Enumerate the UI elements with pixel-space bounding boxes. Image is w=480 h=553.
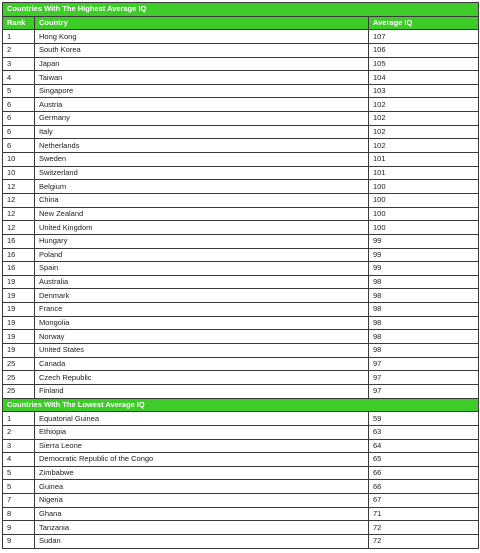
rank-cell: 19 [3, 303, 35, 317]
rank-cell: 4 [3, 453, 35, 467]
table-row [3, 534, 479, 548]
country-cell: Italy [35, 125, 369, 139]
iq-cell: 64 [369, 439, 479, 453]
table-row [3, 71, 479, 85]
iq-cell: 66 [369, 480, 479, 494]
iq-cell: 97 [369, 384, 479, 398]
iq-cell: 59 [369, 412, 479, 426]
table-row [3, 84, 479, 98]
iq-cell: 98 [369, 316, 479, 330]
table-row [3, 180, 479, 194]
country-cell: Czech Republic [35, 371, 369, 385]
table-row [3, 439, 479, 453]
iq-cell: 66 [369, 466, 479, 480]
lowest-title-row [3, 398, 479, 412]
country-cell: Canada [35, 357, 369, 371]
lowest-title: Countries With The Lowest Average IQ [3, 398, 479, 412]
country-cell: Equatorial Guinea [35, 412, 369, 426]
country-cell: China [35, 193, 369, 207]
table-row [3, 330, 479, 344]
country-cell: South Korea [35, 43, 369, 57]
country-cell: Tanzania [35, 521, 369, 535]
iq-cell: 72 [369, 521, 479, 535]
iq-cell: 63 [369, 425, 479, 439]
rank-cell: 25 [3, 384, 35, 398]
rank-cell: 19 [3, 344, 35, 358]
rank-cell: 1 [3, 30, 35, 44]
rank-cell: 5 [3, 466, 35, 480]
iq-cell: 102 [369, 98, 479, 112]
iq-cell: 99 [369, 234, 479, 248]
country-cell: Zimbabwe [35, 466, 369, 480]
table-row [3, 303, 479, 317]
iq-cell: 98 [369, 303, 479, 317]
rank-cell: 10 [3, 166, 35, 180]
country-cell: Switzerland [35, 166, 369, 180]
iq-cell: 99 [369, 262, 479, 276]
iq-table [2, 2, 479, 549]
rank-cell: 6 [3, 98, 35, 112]
rank-cell: 9 [3, 521, 35, 535]
table-row [3, 275, 479, 289]
rank-cell: 4 [3, 71, 35, 85]
rank-cell: 1 [3, 412, 35, 426]
rank-cell: 7 [3, 494, 35, 508]
rank-cell: 3 [3, 439, 35, 453]
iq-cell: 104 [369, 71, 479, 85]
table-row [3, 316, 479, 330]
iq-cell: 72 [369, 534, 479, 548]
table-row [3, 30, 479, 44]
iq-cell: 103 [369, 84, 479, 98]
iq-cell: 105 [369, 57, 479, 71]
rank-cell: 2 [3, 43, 35, 57]
country-cell: Sweden [35, 153, 369, 167]
iq-cell: 100 [369, 193, 479, 207]
country-cell: Guinea [35, 480, 369, 494]
rank-cell: 12 [3, 207, 35, 221]
iq-cell: 98 [369, 344, 479, 358]
rank-cell: 19 [3, 275, 35, 289]
country-cell: Sudan [35, 534, 369, 548]
country-cell: Spain [35, 262, 369, 276]
country-cell: Germany [35, 112, 369, 126]
rank-cell: 16 [3, 234, 35, 248]
country-cell: Norway [35, 330, 369, 344]
rank-cell: 5 [3, 480, 35, 494]
iq-cell: 107 [369, 30, 479, 44]
country-cell: Ethiopia [35, 425, 369, 439]
iq-cell: 102 [369, 112, 479, 126]
country-cell: Japan [35, 57, 369, 71]
table-row [3, 494, 479, 508]
table-row [3, 357, 479, 371]
table-row [3, 480, 479, 494]
country-cell: Poland [35, 248, 369, 262]
country-cell: United Kingdom [35, 221, 369, 235]
rank-cell: 10 [3, 153, 35, 167]
table-row [3, 234, 479, 248]
table-row [3, 125, 479, 139]
country-cell: Singapore [35, 84, 369, 98]
rank-cell: 12 [3, 221, 35, 235]
iq-header: Average IQ [369, 16, 479, 30]
table-row [3, 57, 479, 71]
rank-cell: 12 [3, 180, 35, 194]
iq-cell: 102 [369, 125, 479, 139]
table-row [3, 344, 479, 358]
rank-cell: 3 [3, 57, 35, 71]
table-row [3, 207, 479, 221]
table-row [3, 262, 479, 276]
rank-cell: 9 [3, 534, 35, 548]
country-cell: Denmark [35, 289, 369, 303]
rank-cell: 6 [3, 125, 35, 139]
table-row [3, 453, 479, 467]
country-cell: Hong Kong [35, 30, 369, 44]
rank-header: Rank [3, 16, 35, 30]
iq-cell: 65 [369, 453, 479, 467]
table-row [3, 43, 479, 57]
table-row [3, 112, 479, 126]
table-row [3, 466, 479, 480]
iq-cell: 99 [369, 248, 479, 262]
highest-title: Countries With The Highest Average IQ [3, 3, 479, 17]
iq-cell: 101 [369, 166, 479, 180]
table-row [3, 521, 479, 535]
rank-cell: 16 [3, 262, 35, 276]
table-row [3, 248, 479, 262]
rank-cell: 6 [3, 139, 35, 153]
table-row [3, 139, 479, 153]
rank-cell: 5 [3, 84, 35, 98]
country-cell: Austria [35, 98, 369, 112]
country-cell: Nigeria [35, 494, 369, 508]
iq-cell: 71 [369, 507, 479, 521]
rank-cell: 19 [3, 330, 35, 344]
country-cell: Sierra Leone [35, 439, 369, 453]
iq-table-body [3, 3, 479, 549]
rank-cell: 25 [3, 371, 35, 385]
table-row [3, 221, 479, 235]
country-cell: Mongolia [35, 316, 369, 330]
country-cell: Belgium [35, 180, 369, 194]
country-cell: Taiwan [35, 71, 369, 85]
iq-cell: 100 [369, 207, 479, 221]
rank-cell: 6 [3, 112, 35, 126]
iq-cell: 97 [369, 357, 479, 371]
table-row [3, 193, 479, 207]
country-cell: Hungary [35, 234, 369, 248]
iq-cell: 97 [369, 371, 479, 385]
rank-cell: 8 [3, 507, 35, 521]
rank-cell: 25 [3, 357, 35, 371]
country-cell: Ghana [35, 507, 369, 521]
rank-cell: 2 [3, 425, 35, 439]
iq-cell: 102 [369, 139, 479, 153]
table-row [3, 507, 479, 521]
table-row [3, 412, 479, 426]
country-cell: Netherlands [35, 139, 369, 153]
rank-cell: 19 [3, 289, 35, 303]
country-cell: Democratic Republic of the Congo [35, 453, 369, 467]
rank-cell: 19 [3, 316, 35, 330]
table-row [3, 166, 479, 180]
iq-cell: 100 [369, 180, 479, 194]
iq-cell: 98 [369, 330, 479, 344]
iq-cell: 98 [369, 289, 479, 303]
table-row [3, 98, 479, 112]
table-row [3, 371, 479, 385]
highest-title-row [3, 3, 479, 17]
iq-cell: 98 [369, 275, 479, 289]
iq-cell: 106 [369, 43, 479, 57]
country-cell: Australia [35, 275, 369, 289]
country-cell: Finland [35, 384, 369, 398]
iq-cell: 101 [369, 153, 479, 167]
column-header-row [3, 16, 479, 30]
rank-cell: 16 [3, 248, 35, 262]
table-row [3, 425, 479, 439]
country-cell: France [35, 303, 369, 317]
country-cell: United States [35, 344, 369, 358]
country-cell: New Zealand [35, 207, 369, 221]
table-row [3, 153, 479, 167]
table-row [3, 289, 479, 303]
iq-cell: 67 [369, 494, 479, 508]
table-row [3, 384, 479, 398]
iq-cell: 100 [369, 221, 479, 235]
rank-cell: 12 [3, 193, 35, 207]
country-header: Country [35, 16, 369, 30]
